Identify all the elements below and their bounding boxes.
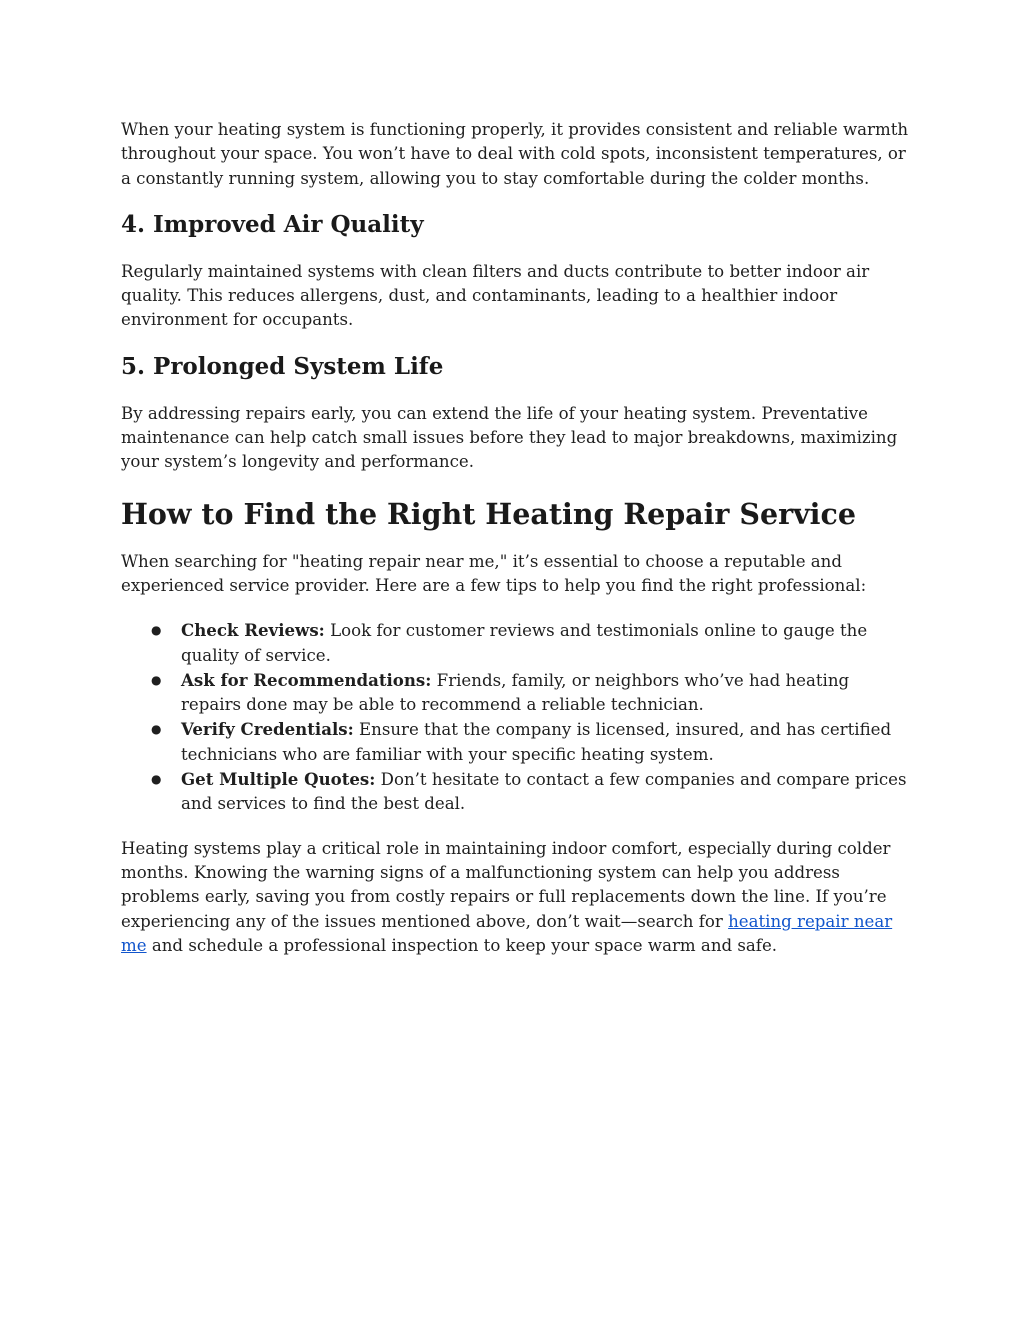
paragraph-system-life: By addressing repairs early, you can extend the life of your heating system. Preventative maintenance can help catch small issues before they lead to major breakdowns, maximizing your system’s longevity and performance. xyxy=(121,403,898,472)
tip-title: Verify Credentials: xyxy=(181,719,354,740)
tip-text: Friends, family, or neighbors who’ve had heating repairs done may be able to recommend a reliable technician. xyxy=(181,670,850,715)
heading-find-right-service: How to Find the Right Heating Repair Service xyxy=(121,496,856,531)
tip-text: Look for customer reviews and testimonials online to gauge the quality of service. xyxy=(181,621,868,665)
heading-improved-air-quality: 4. Improved Air Quality xyxy=(121,210,424,238)
bullet-icon: ● xyxy=(151,722,162,737)
tip-title: Ask for Recommendations: xyxy=(181,669,432,690)
paragraph-consistent-warmth: When your heating system is functioning properly, it provides consistent and reliable warmth throughout your space. You won’t have to deal with cold spots, inconsistent temperatures, or a constantly running system, allowing you to stay comfortable during the colder months. xyxy=(121,120,909,188)
tips-list xyxy=(121,618,911,816)
document-page xyxy=(121,118,911,958)
paragraph-closing xyxy=(121,837,911,958)
tip-text: Ensure that the company is licensed, insured, and has certified technicians who are familiar with your specific heating system. xyxy=(181,720,892,764)
heading-prolonged-system-life: 5. Prolonged System Life xyxy=(121,352,444,380)
list-item xyxy=(121,767,911,817)
tip-title: Get Multiple Quotes: xyxy=(181,769,376,790)
closing-text-after: and schedule a professional inspection to keep your space warm and safe. xyxy=(146,935,778,955)
paragraph-air-quality: Regularly maintained systems with clean filters and ducts contribute to better indoor air quality. This reduces allergens, dust, and contaminants, leading to a healthier indoor environment for occupants. xyxy=(121,261,870,330)
heating-repair-link[interactable]: heating repair near me xyxy=(121,911,893,955)
bullet-icon: ● xyxy=(151,623,162,638)
paragraph-search-intro: When searching for "heating repair near me," it’s essential to choose a reputable and experienced service provider. Here are a few tips to help you find the right professional: xyxy=(121,551,867,595)
list-item xyxy=(121,668,911,718)
bullet-icon: ● xyxy=(151,672,162,687)
closing-text-before: Heating systems play a critical role in maintaining indoor comfort, especially during colder months. Knowing the warning signs of a malfunctioning system can help you address problems early, saving you from costly repairs or full replacements down the line. If you’re experiencing any of the issues mentioned above, don’t wait—search for xyxy=(121,838,891,931)
bullet-icon: ● xyxy=(151,772,162,787)
list-item xyxy=(121,618,911,668)
tip-title: Check Reviews: xyxy=(181,620,325,641)
list-item xyxy=(121,717,911,767)
tip-text: Don’t hesitate to contact a few companies and compare prices and services to find the best deal. xyxy=(181,770,907,814)
